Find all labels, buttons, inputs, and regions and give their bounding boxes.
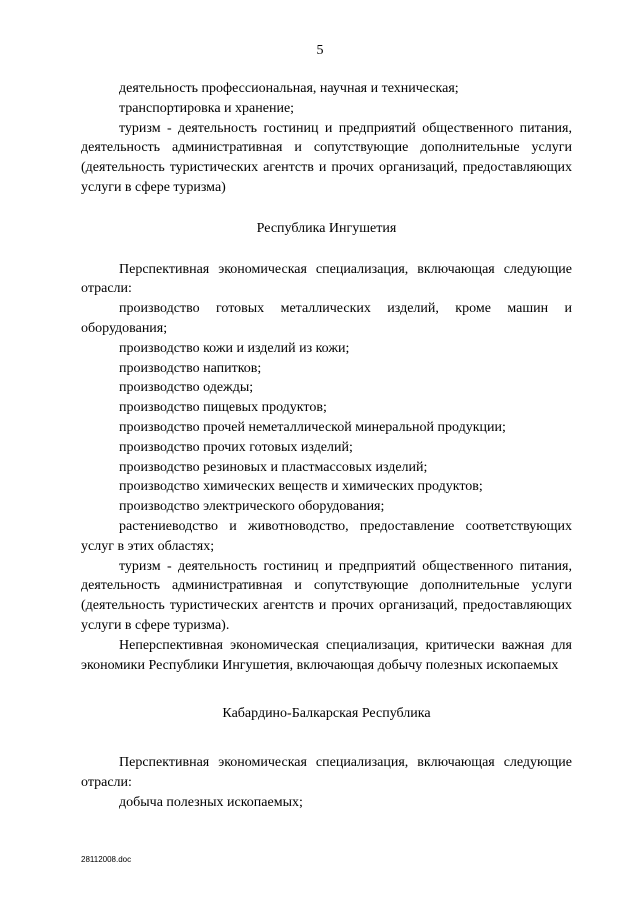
- ingushetia-item: производство резиновых и пластмассовых изделий;: [119, 459, 428, 475]
- top-line-3: туризм - деятельность гостиниц и предприятий общественного питания, деятельность административная и сопутствующие дополнительные услуги (деятельность туристических агентств и прочих организаций, предоставляющих услуги в сфере туризма): [81, 120, 572, 195]
- ingushetia-item: производство готовых металлических изделий, кроме машин и оборудования;: [81, 301, 572, 336]
- footer-filename: 28112008.doc: [81, 855, 132, 864]
- ingushetia-item: туризм - деятельность гостиниц и предприятий общественного питания, деятельность административная и сопутствующие дополнительные услуги (деятельность туристических агентств и прочих организаций, предоставляющих услуги в сфере туризма).: [81, 558, 572, 633]
- kbr-item: добыча полезных ископаемых;: [119, 794, 303, 810]
- top-line-2: транспортировка и хранение;: [119, 100, 295, 116]
- ingushetia-item: производство прочей неметаллической минеральной продукции;: [119, 419, 506, 435]
- ingushetia-item: производство кожи и изделий из кожи;: [119, 340, 350, 356]
- ingushetia-item: производство химических веществ и химических продуктов;: [119, 479, 483, 495]
- ingushetia-item: производство напитков;: [119, 360, 262, 376]
- ingushetia-item: производство одежды;: [119, 380, 254, 396]
- top-line-1: деятельность профессиональная, научная и техническая;: [119, 81, 459, 96]
- ingushetia-item: производство пищевых продуктов;: [119, 400, 327, 416]
- page-number: 5: [316, 43, 324, 58]
- heading-kbr: Кабардино-Балкарская Республика: [222, 706, 431, 722]
- kbr-intro: Перспективная экономическая специализация, включающая следующие отрасли:: [81, 755, 572, 790]
- ingushetia-item: производство прочих готовых изделий;: [119, 439, 353, 455]
- ingushetia-item: растениеводство и животноводство, предоставление соответствующих услуг в этих областях;: [81, 518, 572, 554]
- heading-ingushetia: Республика Ингушетия: [256, 220, 397, 236]
- ingushetia-intro: Перспективная экономическая специализация, включающая следующие отрасли:: [81, 261, 572, 297]
- ingushetia-item: производство электрического оборудования;: [119, 499, 385, 515]
- document-body: [81, 79, 572, 813]
- ingushetia-non-perspective: Неперспективная экономическая специализация, критически важная для экономики Республики Ингушетия, включающая добычу полезных ископаемых: [81, 637, 572, 673]
